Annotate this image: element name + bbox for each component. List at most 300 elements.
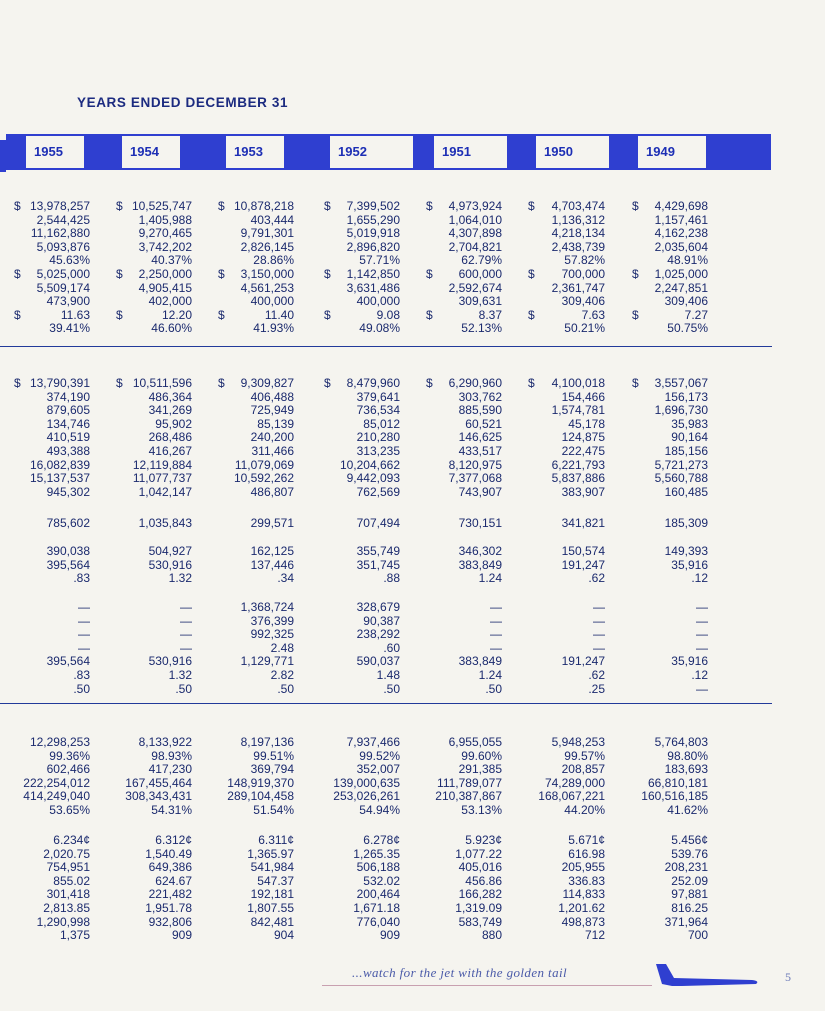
table-cell: 1,319.09 (455, 900, 502, 915)
table-cell: 1,290,998 (36, 914, 90, 929)
table-cell: — (180, 600, 192, 614)
year-column-1955 (0, 736, 90, 818)
year-column-1949 (610, 601, 708, 696)
table-cell: 50.75% (667, 321, 708, 336)
table-cell: 880 (481, 928, 502, 943)
year-column-1950 (507, 736, 605, 818)
table-cell: 313,235 (356, 443, 400, 458)
table-cell: 124,875 (561, 430, 605, 445)
table-cell: 11.40 (264, 307, 294, 322)
dollar-sign: $ (528, 307, 535, 322)
table-cell: 5,509,174 (36, 280, 90, 295)
table-cell: — (490, 627, 502, 642)
table-cell: 41.93% (253, 321, 294, 336)
table-cell: 28.86% (253, 253, 294, 268)
table-cell: 2,544,425 (36, 212, 90, 227)
table-cell: 1,368,724 (240, 600, 294, 614)
table-cell: 53.13% (461, 802, 502, 817)
dollar-sign: $ (116, 267, 123, 281)
table-cell: 148,919,370 (227, 775, 294, 790)
table-cell: 1,064,010 (448, 212, 502, 227)
table-cell: — (490, 640, 502, 655)
table-cell: 371,964 (664, 914, 708, 929)
year-column-1950 (507, 377, 605, 499)
table-cell: 7,377,068 (448, 471, 502, 486)
table-cell: 52.13% (461, 321, 502, 336)
table-cell: — (696, 681, 708, 696)
table-cell: 35,916 (671, 557, 708, 572)
table-cell: 352,007 (356, 762, 400, 777)
year-column-1954 (94, 200, 192, 336)
table-cell: 85,012 (363, 416, 400, 431)
table-cell: 3,557,067 (654, 376, 708, 390)
year-header-1951: 1951 (434, 136, 507, 168)
table-cell: 48.91% (667, 253, 708, 268)
table-cell: 85,139 (257, 416, 294, 431)
table-cell: .50 (73, 681, 90, 696)
year-column-1954 (94, 601, 192, 696)
table-cell: 649,386 (148, 860, 192, 875)
table-cell: 299,571 (250, 516, 294, 530)
table-cell: 7,937,466 (346, 735, 400, 749)
table-cell: 50.21% (564, 321, 605, 336)
year-column-1952 (302, 601, 400, 696)
table-cell: 5,948,253 (551, 735, 605, 749)
dollar-sign: $ (324, 267, 331, 281)
table-cell: 785,602 (46, 516, 90, 530)
table-cell: 99.51% (253, 748, 294, 763)
table-cell: 1,574,781 (551, 403, 605, 418)
table-cell: 1.24 (478, 667, 502, 682)
year-column-1955 (0, 517, 90, 531)
year-column-1951 (404, 517, 502, 531)
year-column-1949 (610, 834, 708, 943)
table-cell: 303,762 (458, 389, 502, 404)
table-cell: 97,881 (671, 887, 708, 902)
table-cell: 712 (584, 928, 605, 943)
table-cell: 406,488 (250, 389, 294, 404)
table-cell: .12 (691, 571, 708, 586)
year-column-1952 (302, 545, 400, 586)
table-cell: 417,230 (148, 762, 192, 777)
dollar-sign: $ (218, 199, 225, 213)
table-cell: 1,540.49 (145, 846, 192, 861)
year-column-1953 (196, 200, 294, 336)
table-cell: 222,254,012 (23, 775, 90, 790)
table-cell: 341,821 (561, 516, 605, 530)
table-cell: 1,655,290 (346, 212, 400, 227)
table-cell: 6,221,793 (551, 457, 605, 472)
table-cell: 99.60% (461, 748, 502, 763)
table-cell: — (593, 640, 605, 655)
table-cell: 10,525,747 (131, 199, 192, 213)
table-cell: 400,000 (356, 294, 400, 309)
table-cell: 1,035,843 (138, 516, 192, 530)
table-cell: 2.82 (270, 667, 294, 682)
year-column-1952 (302, 834, 400, 943)
table-cell: 45.63% (49, 253, 90, 268)
dollar-sign: $ (324, 199, 331, 213)
dollar-sign: $ (324, 307, 331, 322)
table-cell: 57.71% (359, 253, 400, 268)
table-cell: 2,826,145 (240, 239, 294, 254)
table-cell: 40.37% (151, 253, 192, 268)
year-column-1951 (404, 545, 502, 586)
table-cell: 240,200 (250, 430, 294, 445)
table-cell: 776,040 (356, 914, 400, 929)
table-cell: 374,190 (46, 389, 90, 404)
table-cell: 2,250,000 (138, 266, 192, 281)
table-cell: 12,298,253 (29, 735, 90, 749)
table-cell: .50 (277, 681, 294, 696)
table-cell: 10,878,218 (233, 199, 294, 213)
table-cell: 5,560,788 (654, 471, 708, 486)
year-column-1955 (0, 601, 90, 696)
table-cell: 10,511,596 (132, 376, 192, 390)
table-cell: 879,605 (46, 403, 90, 418)
table-cell: 730,151 (458, 516, 502, 530)
table-cell: .83 (73, 667, 90, 682)
table-cell: 311,466 (251, 443, 294, 458)
table-cell: 238,292 (356, 627, 400, 642)
year-column-1952 (302, 517, 400, 531)
table-cell: 904 (273, 928, 294, 943)
table-cell: 309,406 (664, 294, 708, 309)
table-cell: 149,393 (664, 544, 708, 558)
table-cell: — (490, 613, 502, 628)
table-cell: 5.923¢ (465, 833, 502, 847)
table-cell: 379,641 (356, 389, 400, 404)
table-cell: 2,592,674 (448, 280, 502, 295)
table-cell: 8.37 (478, 307, 502, 322)
table-cell: 416,267 (148, 443, 192, 458)
table-cell: 2,247,851 (654, 280, 708, 295)
table-cell: 403,444 (250, 212, 294, 227)
table-cell: 7.63 (581, 307, 605, 322)
footer-rule (322, 985, 652, 986)
table-cell: 1,375 (59, 928, 90, 943)
table-cell: 137,446 (250, 557, 294, 572)
table-cell: 44.20% (564, 802, 605, 817)
table-cell: 1,025,000 (654, 266, 708, 281)
year-header-1949: 1949 (638, 136, 706, 168)
table-cell: 41.62% (667, 802, 708, 817)
year-column-1952 (302, 377, 400, 499)
table-cell: 992,325 (250, 627, 294, 642)
dollar-sign: $ (632, 199, 639, 213)
table-cell: — (593, 600, 605, 614)
table-cell: 185,156 (664, 443, 708, 458)
table-cell: 1.24 (478, 571, 502, 586)
table-cell: 210,387,867 (435, 789, 502, 804)
table-cell: 191,247 (561, 557, 605, 572)
table-cell: 539.76 (671, 846, 708, 861)
table-cell: 49.08% (359, 321, 400, 336)
table-cell: 498,873 (561, 914, 605, 929)
dollar-sign: $ (218, 376, 225, 390)
table-cell: 301,418 (46, 887, 90, 902)
table-cell: 114,833 (562, 887, 605, 902)
dollar-sign: $ (14, 307, 21, 322)
year-column-1950 (507, 200, 605, 336)
table-cell: 4,307,898 (448, 226, 502, 241)
dollar-sign: $ (426, 376, 433, 390)
year-column-1950 (507, 545, 605, 586)
table-cell: 1.32 (168, 571, 192, 586)
table-cell: — (180, 627, 192, 642)
table-cell: 700 (687, 928, 708, 943)
table-cell: 9,270,465 (138, 226, 192, 241)
table-cell: 8,197,136 (240, 735, 294, 749)
table-cell: 51.54% (253, 802, 294, 817)
table-cell: 1,136,312 (551, 212, 605, 227)
table-cell: 341,269 (148, 403, 192, 418)
table-cell: 600,000 (458, 266, 502, 281)
table-cell: 624.67 (155, 873, 192, 888)
table-cell: 13,978,257 (29, 199, 90, 213)
table-cell: 309,406 (561, 294, 605, 309)
table-cell: 39.41% (49, 321, 90, 336)
table-cell: 383,907 (561, 484, 605, 499)
table-cell: 1,671.18 (353, 900, 400, 915)
year-column-1953 (196, 736, 294, 818)
table-cell: 208,857 (561, 762, 605, 777)
table-cell: .34 (277, 571, 294, 586)
year-column-1950 (507, 601, 605, 696)
section-divider (0, 346, 772, 347)
year-header-1955: 1955 (26, 136, 84, 168)
table-cell: 99.57% (564, 748, 605, 763)
table-cell: 309,631 (458, 294, 502, 309)
table-cell: 541,984 (250, 860, 294, 875)
table-cell: 46.60% (151, 321, 192, 336)
table-cell: 1,142,850 (346, 266, 400, 281)
table-cell: — (696, 613, 708, 628)
year-column-1955 (0, 834, 90, 943)
table-cell: 945,302 (46, 484, 90, 499)
table-cell: 166,282 (458, 887, 502, 902)
table-cell: 885,590 (458, 403, 502, 418)
table-cell: 5.671¢ (568, 833, 605, 847)
table-cell: 54.94% (359, 802, 400, 817)
table-cell: .50 (383, 681, 400, 696)
table-cell: 134,746 (46, 416, 90, 431)
table-cell: 369,794 (250, 762, 294, 777)
table-cell: — (593, 627, 605, 642)
table-cell: 842,481 (250, 914, 294, 929)
year-column-1951 (404, 377, 502, 499)
table-cell: 909 (379, 928, 400, 943)
table-cell: 5,025,000 (36, 266, 90, 281)
table-cell: 35,916 (671, 654, 708, 669)
table-cell: 725,949 (250, 403, 294, 418)
table-cell: 328,679 (356, 600, 400, 614)
table-cell: 139,000,635 (333, 775, 400, 790)
table-cell: 1,077.22 (455, 846, 502, 861)
table-cell: 4,218,134 (551, 226, 605, 241)
table-cell: — (696, 640, 708, 655)
table-cell: .50 (175, 681, 192, 696)
table-cell: 99.52% (359, 748, 400, 763)
table-cell: 66,810,181 (647, 775, 708, 790)
section-divider (0, 703, 772, 704)
table-cell: 15,137,537 (29, 471, 90, 486)
table-cell: 53.65% (49, 802, 90, 817)
table-cell: 2.48 (270, 640, 294, 655)
table-cell: 2,035,604 (654, 239, 708, 254)
table-cell: 98.93% (151, 748, 192, 763)
table-cell: 700,000 (561, 266, 605, 281)
year-header-1950: 1950 (536, 136, 609, 168)
dollar-sign: $ (528, 267, 535, 281)
table-cell: 376,399 (250, 613, 294, 628)
year-column-1950 (507, 517, 605, 531)
table-cell: 1.32 (168, 667, 192, 682)
table-cell: 5,837,886 (551, 471, 605, 486)
table-cell: 5,764,803 (654, 735, 708, 749)
table-cell: 395,564 (46, 654, 90, 669)
table-cell: 208,231 (664, 860, 708, 875)
table-cell: 456.86 (465, 873, 502, 888)
table-cell: 205,955 (561, 860, 605, 875)
table-cell: 736,534 (356, 403, 400, 418)
table-cell: 583,749 (458, 914, 502, 929)
table-cell: 5.456¢ (671, 833, 708, 847)
table-cell: 8,479,960 (346, 376, 400, 390)
table-cell: 5,093,876 (36, 239, 90, 254)
table-cell: — (180, 640, 192, 655)
year-column-1953 (196, 601, 294, 696)
table-cell: 6.278¢ (363, 833, 400, 847)
table-cell: 200,464 (356, 887, 400, 902)
table-cell: — (78, 613, 90, 628)
table-cell: 35,983 (671, 416, 708, 431)
table-cell: — (593, 613, 605, 628)
dollar-sign: $ (218, 307, 225, 322)
table-cell: 1,265.35 (353, 846, 400, 861)
year-column-1954 (94, 517, 192, 531)
year-column-1949 (610, 200, 708, 336)
table-cell: 383,849 (458, 557, 502, 572)
table-cell: — (78, 640, 90, 655)
table-cell: 185,309 (664, 516, 708, 530)
table-cell: 909 (171, 928, 192, 943)
table-cell: .62 (588, 571, 605, 586)
dollar-sign: $ (218, 267, 225, 281)
table-cell: 13,790,391 (29, 376, 90, 390)
table-cell: 743,907 (458, 484, 502, 499)
table-cell: 162,125 (250, 544, 294, 558)
table-cell: 54.31% (151, 802, 192, 817)
year-column-1951 (404, 736, 502, 818)
table-cell: 252.09 (671, 873, 708, 888)
table-cell: 5,019,918 (346, 226, 400, 241)
table-cell: 6.311¢ (258, 833, 294, 847)
table-cell: 6.234¢ (53, 833, 90, 847)
table-cell: — (78, 627, 90, 642)
table-cell: 5,721,273 (654, 457, 708, 472)
year-column-1955 (0, 545, 90, 586)
table-cell: 2,896,820 (346, 239, 400, 254)
page-number: 5 (785, 970, 791, 984)
year-header-1954: 1954 (122, 136, 180, 168)
year-column-1951 (404, 601, 502, 696)
dollar-sign: $ (14, 376, 21, 390)
table-cell: 6,290,960 (448, 376, 502, 390)
dollar-sign: $ (426, 267, 433, 281)
table-cell: 590,037 (356, 654, 400, 669)
table-cell: 57.82% (564, 253, 605, 268)
jet-airplane-icon (652, 962, 762, 992)
table-cell: 351,745 (356, 557, 400, 572)
table-cell: 3,742,202 (138, 239, 192, 254)
table-cell: 2,020.75 (43, 846, 90, 861)
table-cell: 2,438,739 (551, 239, 605, 254)
table-cell: 2,813.85 (43, 900, 90, 915)
dollar-sign: $ (324, 376, 331, 390)
table-cell: 532.02 (363, 873, 400, 888)
table-cell: 346,302 (458, 544, 502, 558)
table-cell: 402,000 (148, 294, 192, 309)
table-cell: 4,429,698 (654, 199, 708, 213)
table-cell: 60,521 (465, 416, 502, 431)
table-cell: 6.312¢ (155, 833, 192, 847)
table-cell: 400,000 (250, 294, 294, 309)
table-cell: 336.83 (568, 873, 605, 888)
table-cell: 547.37 (257, 873, 294, 888)
table-cell: 291,385 (458, 762, 502, 777)
table-cell: 7.27 (684, 307, 708, 322)
table-cell: 1,405,988 (138, 212, 192, 227)
table-cell: 150,574 (561, 544, 605, 558)
table-cell: 405,016 (458, 860, 502, 875)
table-cell: 9,442,093 (346, 471, 400, 486)
year-column-1954 (94, 377, 192, 499)
table-cell: 11.63 (60, 307, 90, 322)
table-cell: 530,916 (148, 654, 192, 669)
table-cell: 6,955,055 (448, 735, 502, 749)
table-cell: 9.08 (376, 307, 400, 322)
table-cell: .12 (691, 667, 708, 682)
year-column-1951 (404, 200, 502, 336)
year-column-1955 (0, 377, 90, 499)
table-cell: 816.25 (671, 900, 708, 915)
dollar-sign: $ (116, 307, 123, 322)
dollar-sign: $ (14, 267, 21, 281)
table-cell: 10,592,262 (233, 471, 294, 486)
table-cell: 111,789,077 (437, 775, 502, 790)
year-column-1949 (610, 545, 708, 586)
table-cell: 1,042,147 (138, 484, 192, 499)
table-cell: 74,289,000 (544, 775, 605, 790)
table-cell: 2,361,747 (551, 280, 605, 295)
table-cell: 473,900 (46, 294, 90, 309)
table-cell: 486,807 (250, 484, 294, 499)
dollar-sign: $ (426, 307, 433, 322)
table-cell: 616.98 (568, 846, 605, 861)
table-cell: .25 (588, 681, 605, 696)
year-header-1953: 1953 (226, 136, 284, 168)
year-column-1949 (610, 517, 708, 531)
table-cell: 12,119,884 (132, 457, 192, 472)
table-cell: 602,466 (46, 762, 90, 777)
table-cell: 160,516,185 (641, 789, 708, 804)
table-cell: 62.79% (461, 253, 502, 268)
table-cell: 4,973,924 (448, 199, 502, 213)
table-cell: 12.20 (161, 307, 192, 322)
table-cell: 395,564 (46, 557, 90, 572)
table-cell: 10,204,662 (339, 457, 400, 472)
